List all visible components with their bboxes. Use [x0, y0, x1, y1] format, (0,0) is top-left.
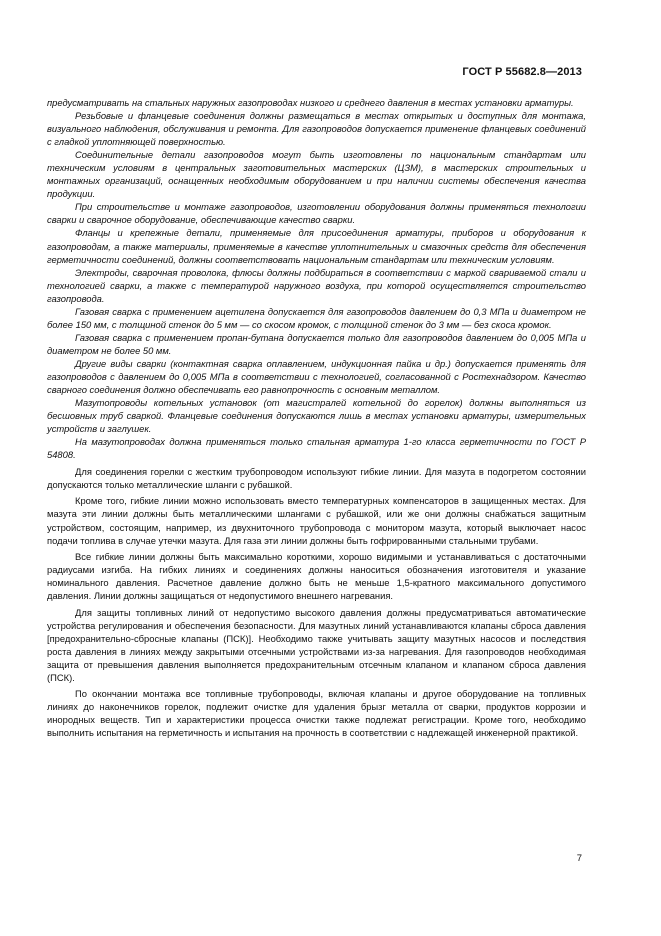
paragraph-steel-valves: На мазутопроводах должна применяться только стальная арматура 1-го класса герметичности по ГОСТ Р 54808.: [47, 436, 586, 461]
paragraph-flanges-fasteners: Фланцы и крепежные детали, применяемые для присоединения арматуры, приборов и оборудования к газопроводам, а также материалы, применяемые в качестве уплотнительных и смазочных средств для обеспечения герметичности соединений, должны соответствовать национальным стандартам или техническим условиям.: [47, 227, 586, 265]
paragraph-electrodes: Электроды, сварочная проволока, флюсы должны подбираться в соответствии с маркой свариваемой стали и технологией сварки, а также с температурой наружного воздуха, при которой осуществляется строительство газопровода.: [47, 266, 586, 304]
document-standard-header: ГОСТ Р 55682.8—2013: [462, 66, 582, 78]
document-body: [47, 96, 586, 739]
paragraph-overpressure-protection: Для защиты топливных линий от недопустимо высокого давления должны предусматриваться автоматические устройства регулирования и обеспечения безопасности. Для мазутных линий устанавливаются клапаны сброса давления [предохранительно-сбросные клапаны (ПСК)]. Необходимо также учитывать защиту мазутных насосов и последствия роста давления в линиях между закрытыми отсечными устройствами из-за нагревания. Для газопроводов необходимая защита от превышения давления выполняется предохранительным отсечным клапаном и клапаном сброса давления (ПСК).: [47, 606, 586, 684]
paragraph-short-lines: Все гибкие линии должны быть максимально короткими, хорошо видимыми и устанавливаться с достаточными радиусами изгиба. На гибких линиях и соединениях должны наноситься обозначения изготовителя и указание номинального давления. Расчетное давление должно быть не меньше 1,5-кратного максимального допустимого давления. Линии должны защищаться от недопустимого внешнего нагревания.: [47, 550, 586, 601]
paragraph-threaded-flanged-joints: Резьбовые и фланцевые соединения должны размещаться в местах открытых и доступных для монтажа, визуального наблюдения, обслуживания и ремонта. Для газопроводов допускается применение фланцевых соединений с гладкой уплотняющей поверхностью.: [47, 110, 586, 148]
paragraph-compensators: Кроме того, гибкие линии можно использовать вместо температурных компенсаторов в защищенных местах. Для мазута эти линии должны быть металлическими шлангами с рубашкой, или же они должны снабжаться защитным устройством, состоящим, например, из двухниточного трубопровода с монитором мазута, который выключает насос подачи топлива в случае утечки мазута. Для газа эти линии должны быть гофрированными стальными трубами.: [47, 495, 586, 546]
paragraph-fuel-oil-pipelines: Мазутопроводы котельных установок (от магистралей котельной до горелок) должны выполняться из бесшовных труб сваркой. Фланцевые соединения допускаются лишь в местах установки арматуры, измерительных устройств и заглушек.: [47, 397, 586, 435]
paragraph-acetylene-welding: Газовая сварка с применением ацетилена допускается для газопроводов давлением до 0,3 МПа и диаметром не более 150 мм, с толщиной стенок до 5 мм — со скосом кромок, с толщиной стенок до 3 мм — без скоса кромок.: [47, 305, 586, 330]
paragraph-welding-technologies: При строительстве и монтаже газопроводов, изготовлении оборудования должны применяться технологии сварки и сварочное оборудование, обеспечивающие качество сварки.: [47, 201, 586, 226]
paragraph-cleaning-testing: По окончании монтажа все топливные трубопроводы, включая клапаны и другое оборудование на топливных линиях до наконечников горелок, подлежит очистке для удаления брызг металла от сварки, продуктов коррозии и инородных веществ. Тип и характеристики процесса очистки также подлежат регистрации. Кроме того, необходимо выполнить испытания на герметичность и испытания на прочность в соответствии с надлежащей инженерной практикой.: [47, 688, 586, 739]
paragraph-continuation: предусматривать на стальных наружных газопроводах низкого и среднего давления в местах установки арматуры.: [47, 97, 574, 108]
paragraph-other-welding: Другие виды сварки (контактная сварка оплавлением, индукционная пайка и др.) допускается применять для газопроводов с давлением до 0,005 МПа в соответствии с технологией, согласованной с Ростехнадзором. Качество сварного соединения должно обеспечивать его равнопрочность с основным металлом.: [47, 357, 586, 396]
paragraph-connecting-parts: Соединительные детали газопроводов могут быть изготовлены по национальным стандартам или техническим условиям в центральных заготовительных мастерских (ЦЗМ), в мастерских строительных и монтажных организаций, оснащенных необходимым оборудованием и при наличии системы обеспечения качества продукции.: [47, 149, 586, 200]
paragraph-propane-welding: Газовая сварка с применением пропан-бутана допускается только для газопроводов давлением до 0,005 МПа и диаметром не более 50 мм.: [47, 331, 586, 356]
paragraph-flexible-lines: Для соединения горелки с жестким трубопроводом используют гибкие линии. Для мазута в подогретом состоянии допускаются только металлические шланги с рубашкой.: [47, 466, 586, 491]
page-number: 7: [576, 853, 582, 864]
